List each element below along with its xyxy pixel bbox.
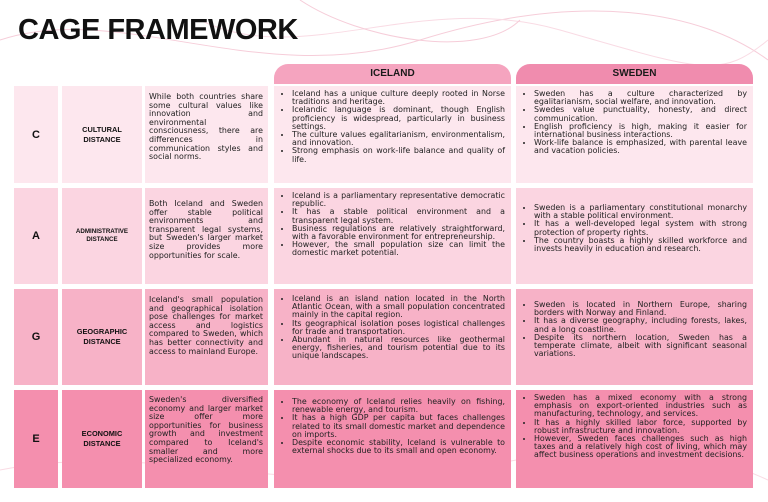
row-g-iceland-list (274, 289, 511, 361)
row-a-sweden-list (516, 188, 753, 253)
row-c-iceland-cell (274, 86, 511, 183)
list-item: • Iceland has a unique culture deeply rooted in Norse traditions and heritage. (292, 90, 505, 106)
list-item: • However, Sweden faces challenges such as high taxes and a relatively high cost of living, which may affect business operations and investment decisions. (534, 435, 747, 460)
row-g-dimension: GEOGRAPHIC DISTANCE (62, 289, 142, 385)
list-item: • Its geographical isolation poses logistical challenges for trade and transportation. (292, 320, 505, 336)
row-e-iceland-cell (274, 390, 511, 488)
list-item: • Business regulations are relatively straightforward, with a favorable environment for entrepreneurship. (292, 225, 505, 241)
row-e-comparison: Sweden's diversified economy and larger market size offer more opportunities for business growth and investment compared to Iceland's smaller and more specialized economy. (145, 390, 268, 488)
list-item: • Sweden has a mixed economy with a strong emphasis on export-oriented industries such as manufacturing, technology, and services. (534, 394, 747, 419)
list-item: • It has a high GDP per capita but faces challenges related to its small domestic market and dependence on imports. (292, 414, 505, 439)
row-e-letter: E (14, 390, 58, 488)
row-c-sweden-cell (516, 86, 753, 183)
list-item: • Iceland is an island nation located in the North Atlantic Ocean, with a small population concentrated mainly in the capital region. (292, 295, 505, 320)
row-a-comparison: Both Iceland and Sweden offer stable political environments and transparent legal systems, but Sweden's larger market size provides more opportunities for scale. (145, 188, 268, 284)
page-title: CAGE FRAMEWORK (18, 14, 298, 46)
list-item: • Iceland is a parliamentary representative democratic republic. (292, 192, 505, 208)
list-item: • It has a highly skilled labor force, supported by robust infrastructure and innovation. (534, 419, 747, 435)
list-item: • Work-life balance is emphasized, with parental leave and vacation policies. (534, 139, 747, 155)
list-item: • The economy of Iceland relies heavily on fishing, renewable energy, and tourism. (292, 398, 505, 414)
list-item: • English proficiency is high, making it easier for international business interactions. (534, 123, 747, 139)
row-g-letter: G (14, 289, 58, 385)
row-c-letter: C (14, 86, 58, 183)
list-item: • It has a well-developed legal system with strong protection of property rights. (534, 220, 747, 236)
row-g-iceland-cell (274, 289, 511, 385)
row-e-sweden-list (516, 390, 753, 460)
row-e-dimension: ECONOMIC DISTANCE (62, 390, 142, 488)
list-item: • The culture values egalitarianism, environmentalism, and innovation. (292, 131, 505, 147)
row-e-sweden-cell (516, 390, 753, 488)
list-item: • Swedes value punctuality, honesty, and direct communication. (534, 106, 747, 122)
list-item: • Strong emphasis on work-life balance and quality of life. (292, 147, 505, 163)
list-item: • Despite economic stability, Iceland is vulnerable to external shocks due to its small and open economy. (292, 439, 505, 455)
row-a-iceland-cell (274, 188, 511, 284)
row-c-iceland-list (274, 86, 511, 164)
list-item: • It has a diverse geography, including forests, lakes, and a long coastline. (534, 317, 747, 333)
sweden-column-header: SWEDEN (516, 64, 753, 84)
list-item: • The country boasts a highly skilled workforce and invests heavily in education and research. (534, 237, 747, 253)
row-e-iceland-list (274, 390, 511, 455)
list-item: • Abundant in natural resources like geothermal energy, fisheries, and tourism potential due to its unique landscapes. (292, 336, 505, 361)
iceland-column-header: ICELAND (274, 64, 511, 84)
row-c-sweden-list (516, 86, 753, 156)
row-c-comparison: While both countries share some cultural values like innovation and environmental consciousness, there are differences in communication styles and social norms. (145, 86, 268, 183)
list-item: • Sweden is located in Northern Europe, sharing borders with Norway and Finland. (534, 301, 747, 317)
list-item: • It has a stable political environment and a transparent legal system. (292, 208, 505, 224)
row-g-sweden-list (516, 289, 753, 358)
row-g-comparison: Iceland's small population and geographical isolation pose challenges for market access and logistics compared to Sweden, which has better connectivity and access to mainland Europe. (145, 289, 268, 385)
list-item: • Icelandic language is dominant, though English proficiency is widespread, particularly in business settings. (292, 106, 505, 131)
row-a-iceland-list (274, 188, 511, 258)
list-item: • Sweden is a parliamentary constitutional monarchy with a stable political environment. (534, 204, 747, 220)
list-item: • Despite its northern location, Sweden has a temperate climate, albeit with significant seasonal variations. (534, 334, 747, 359)
row-a-sweden-cell (516, 188, 753, 284)
row-g-sweden-cell (516, 289, 753, 385)
row-a-dimension: ADMINISTRATIVE DISTANCE (62, 188, 142, 284)
list-item: • However, the small population size can limit the domestic market potential. (292, 241, 505, 257)
row-c-dimension: CULTURAL DISTANCE (62, 86, 142, 183)
row-a-letter: A (14, 188, 58, 284)
list-item: • Sweden has a culture characterized by egalitarianism, social welfare, and innovation. (534, 90, 747, 106)
